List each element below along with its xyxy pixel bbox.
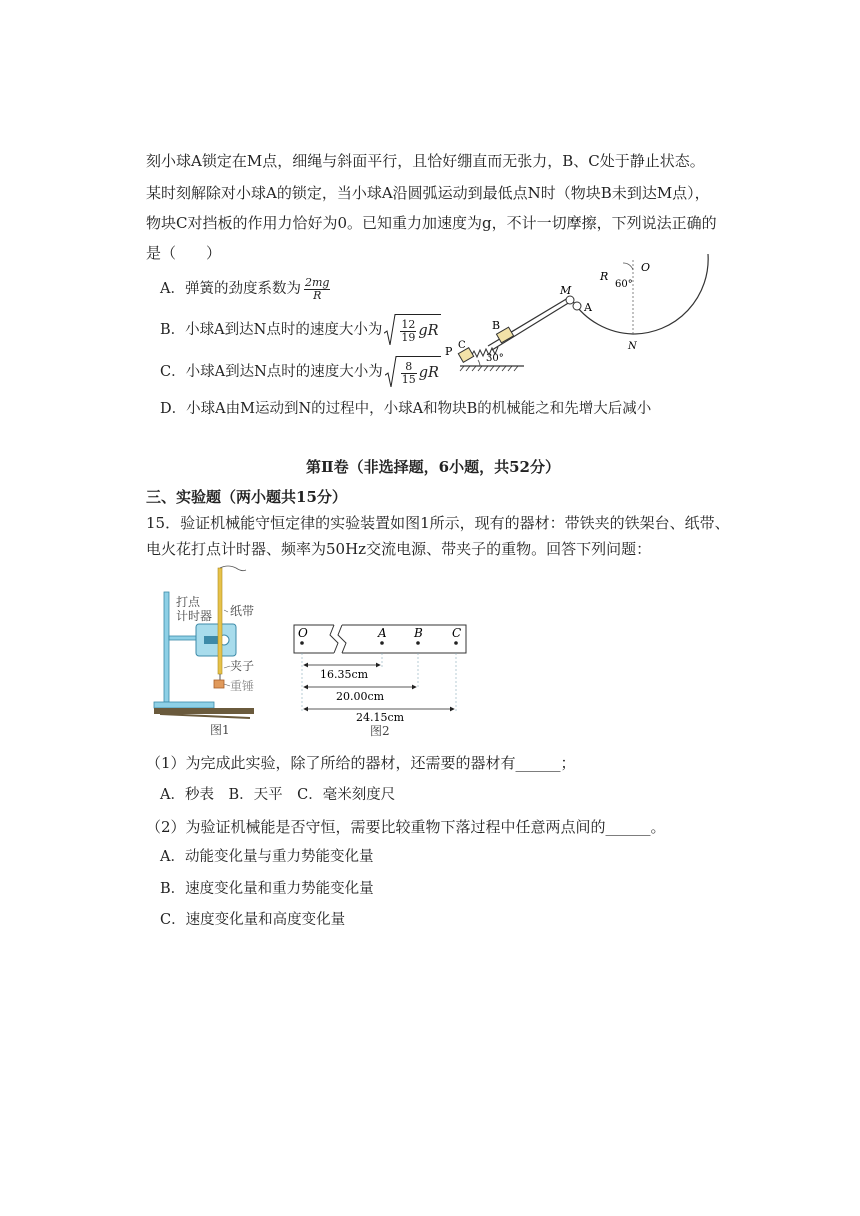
- timer-slot: [204, 636, 218, 644]
- label-o: O: [641, 261, 651, 274]
- paper-tape: [218, 568, 222, 674]
- q14-line-2: 某时刻解除对小球A的锁定，当小球A沿圆弧运动到最低点N时（物块B未到达M点），: [146, 184, 710, 202]
- q15-sub-1-options: A．秒表 B．天平 C．毫米刻度尺: [160, 787, 396, 803]
- tape-dot-o: [300, 641, 304, 645]
- q14-option-c-denominator: 15: [401, 372, 416, 386]
- radical-sign-icon: [385, 356, 397, 388]
- stand-pole: [164, 592, 169, 702]
- q14-option-c-sqrt: [385, 356, 441, 388]
- dist-label-3: 24.15cm: [356, 711, 405, 724]
- q14-option-a-denominator: R: [313, 288, 322, 302]
- label-tape: 纸带: [230, 604, 255, 618]
- fig2-caption: 图2: [370, 724, 390, 738]
- radical-sign-icon: [384, 314, 396, 346]
- label-m: M: [560, 284, 572, 297]
- label-c: C: [458, 340, 466, 351]
- label-30-deg: 30°: [486, 353, 504, 364]
- q15-sub-2-option-a: A．动能变化量与重力势能变化量: [160, 849, 374, 865]
- q14-line-3: 物块C对挡板的作用力恰好为0。已知重力加速度为g，不计一切摩擦，下列说法正确的: [146, 214, 717, 232]
- tape-dot-c: [454, 641, 458, 645]
- part-3-heading: 三、实验题（两小题共15分）: [146, 488, 347, 506]
- section-2-title: 第Ⅱ卷（非选择题，6小题，共52分）: [306, 458, 560, 476]
- table-top: [154, 708, 254, 714]
- weight-block: [214, 680, 224, 688]
- q14-option-a-numerator: 2mg: [304, 275, 330, 289]
- q14-option-b-numerator: 12: [401, 317, 416, 331]
- q14-option-c-text: C．小球A到达N点时的速度大小为: [160, 364, 383, 380]
- q14-option-c-tail: gR: [418, 365, 439, 381]
- fig1-caption: 图1: [210, 723, 230, 737]
- tape-label-a: A: [378, 626, 387, 640]
- q14-option-c-numerator: 8: [401, 361, 417, 374]
- q15-line-2: 电火花打点计时器、频率为50Hz交流电源、带夹子的重物。回答下列问题：: [146, 540, 652, 558]
- q14-option-c: [160, 356, 441, 388]
- tape-label-c: C: [452, 626, 462, 640]
- label-timer-2: 计时器: [176, 609, 213, 623]
- ball-a-icon: [573, 302, 581, 310]
- q14-line-4: 是（ ）: [146, 244, 222, 262]
- tape-dot-b: [416, 641, 420, 645]
- tape-label-o: O: [298, 626, 308, 640]
- ground-hatch: [460, 366, 518, 371]
- q14-option-b-denominator: 19: [401, 330, 416, 344]
- label-timer-1: 打点: [176, 595, 201, 609]
- tape-label-b: B: [414, 626, 423, 640]
- label-clip: 夹子: [230, 659, 255, 673]
- q15-line-1: 15．验证机械能守恒定律的实验装置如图1所示，现有的器材：带铁夹的铁架台、纸带、: [146, 514, 730, 532]
- label-r: R: [600, 270, 609, 283]
- q14-option-a-fraction: [304, 277, 330, 302]
- q14-option-b-tail: gR: [418, 323, 439, 339]
- label-n: N: [628, 341, 637, 352]
- label-p: P: [445, 345, 453, 358]
- pulley-icon: [566, 296, 574, 304]
- tape-break-left: [330, 625, 338, 653]
- q14-option-b-text: B．小球A到达N点时的速度大小为: [160, 322, 383, 338]
- stand-base: [154, 702, 214, 708]
- incline-rope-edge: [492, 302, 570, 350]
- fig2-tape: [290, 615, 470, 740]
- tape-break-right: [338, 625, 346, 653]
- dist-label-2: 20.00cm: [336, 690, 385, 703]
- q15-sub-2: （2）为验证机械能是否守恒，需要比较重物下落过程中任意两点间的______。: [146, 818, 666, 836]
- label-weight: 重锤: [230, 679, 255, 693]
- q14-incline-figure: [440, 250, 730, 380]
- angle-30-arc: [478, 360, 480, 366]
- q15-sub-1: （1）为完成此实验，除了所给的器材，还需要的器材有______；: [146, 754, 576, 772]
- label-a: A: [584, 301, 592, 314]
- q14-option-b: [160, 314, 441, 346]
- q14-line-1: 刻小球A锁定在M点，细绳与斜面平行，且恰好绷直而无张力，B、C处于静止状态。: [146, 152, 705, 170]
- angle-arc: [623, 263, 633, 270]
- q15-sub-2-option-b: B．速度变化量和重力势能变化量: [160, 881, 374, 897]
- tape-dot-a: [380, 641, 384, 645]
- label-60-deg: 60°: [615, 279, 633, 290]
- q14-option-a-text: A．弹簧的劲度系数为: [160, 281, 301, 297]
- hand-icon: [220, 566, 246, 571]
- label-b: B: [492, 319, 501, 332]
- q14-option-b-sqrt: [384, 314, 440, 346]
- q15-sub-2-option-c: C．速度变化量和高度变化量: [160, 912, 346, 928]
- q14-option-d: D．小球A由M运动到N的过程中，小球A和物块B的机械能之和先增大后减小: [160, 401, 652, 417]
- dist-label-1: 16.35cm: [320, 668, 369, 681]
- q14-option-a: [160, 274, 333, 304]
- fig1-apparatus: [150, 560, 280, 740]
